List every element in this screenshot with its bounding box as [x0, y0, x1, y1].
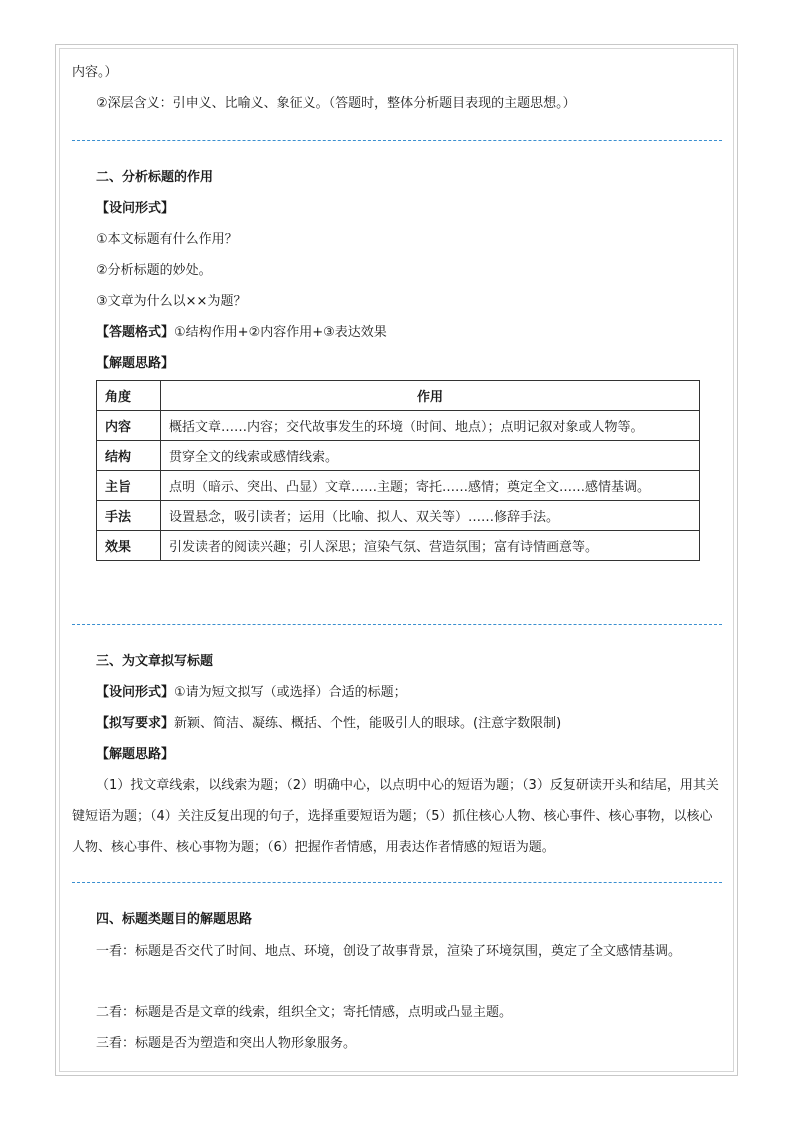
section-divider: [72, 140, 722, 141]
table-cell-key: 内容: [97, 411, 161, 441]
writing-requirement-text: 新颖、简洁、凝练、概括、个性，能吸引人的眼球。(注意字数限制): [174, 716, 562, 731]
writing-requirement-line: [96, 715, 561, 733]
table-header-angle: 角度: [97, 381, 161, 411]
section-divider: [72, 882, 722, 883]
table-header-function: 作用: [161, 381, 700, 411]
question-form-text: ①请为短文拟写（或选择）合适的标题；: [174, 685, 407, 700]
table-row: [97, 441, 700, 471]
answer-format-text: ①结构作用+②内容作用+③表达效果: [174, 325, 387, 340]
answer-format-label: 【答题格式】: [96, 325, 175, 340]
table-cell-value: 设置悬念，吸引读者；运用（比喻、拟人、双关等）……修辞手法。: [161, 501, 700, 531]
approach-paragraph: （1）找文章线索，以线索为题；（2）明确中心，以点明中心的短语为题；（3）反复研读开头和结尾，用其关键短语为题；（4）关注反复出现的句子，选择重要短语为题；（5）抓住核心人物、核心事件、核心事物，以核心人物、核心事件、核心事物为题；（6）把握作者情感，用表达作者情感的短语为题。: [72, 778, 719, 855]
table-row: [97, 501, 700, 531]
section-title-4: 四、标题类题目的解题思路: [96, 912, 253, 927]
title-function-table: [96, 380, 700, 561]
approach-label: 【解题思路】: [96, 356, 175, 371]
question-2: ②分析标题的妙处。: [96, 263, 212, 278]
third-look-line: 三看：标题是否为塑造和突出人物形象服务。: [96, 1036, 357, 1051]
table-cell-key: 手法: [97, 501, 161, 531]
table-cell-key: 效果: [97, 531, 161, 561]
first-look-paragraph: 一看：标题是否交代了时间、地点、环境，创设了故事背景，渲染了环境氛围，奠定了全文感情基调。: [96, 944, 682, 959]
table-cell-value: 概括文章……内容；交代故事发生的环境（时间、地点）；点明记叙对象或人物等。: [161, 411, 700, 441]
question-3: ③文章为什么以××为题？: [96, 294, 247, 309]
question-form-line: [96, 684, 407, 702]
answer-format-line: [96, 324, 387, 342]
question-1: ①本文标题有什么作用？: [96, 232, 238, 247]
section-divider: [72, 624, 722, 625]
table-header-row: [97, 381, 700, 411]
question-form-label: 【设问形式】: [96, 201, 175, 216]
table-cell-value: 贯穿全文的线索或感情线索。: [161, 441, 700, 471]
approach-label: 【解题思路】: [96, 747, 175, 762]
question-form-label: 【设问形式】: [96, 685, 175, 700]
deep-meaning-line: ②深层含义：引申义、比喻义、象征义。（答题时，整体分析题目表现的主题思想。）: [96, 96, 576, 111]
section-title-2: 二、分析标题的作用: [96, 170, 214, 185]
table-cell-key: 主旨: [97, 471, 161, 501]
table-row: [97, 531, 700, 561]
table-cell-value: 引发读者的阅读兴趣；引人深思；渲染气氛、营造氛围；富有诗情画意等。: [161, 531, 700, 561]
second-look-line: 二看：标题是否是文章的线索，组织全文；寄托情感，点明或凸显主题。: [96, 1005, 513, 1020]
table-row: [97, 411, 700, 441]
table-row: [97, 471, 700, 501]
continued-text: 内容。）: [72, 65, 118, 80]
table-cell-value: 点明（暗示、突出、凸显）文章……主题；寄托……感情；奠定全文……感情基调。: [161, 471, 700, 501]
writing-requirement-label: 【拟写要求】: [96, 716, 175, 731]
section-title-3: 三、为文章拟写标题: [96, 654, 214, 669]
table-cell-key: 结构: [97, 441, 161, 471]
